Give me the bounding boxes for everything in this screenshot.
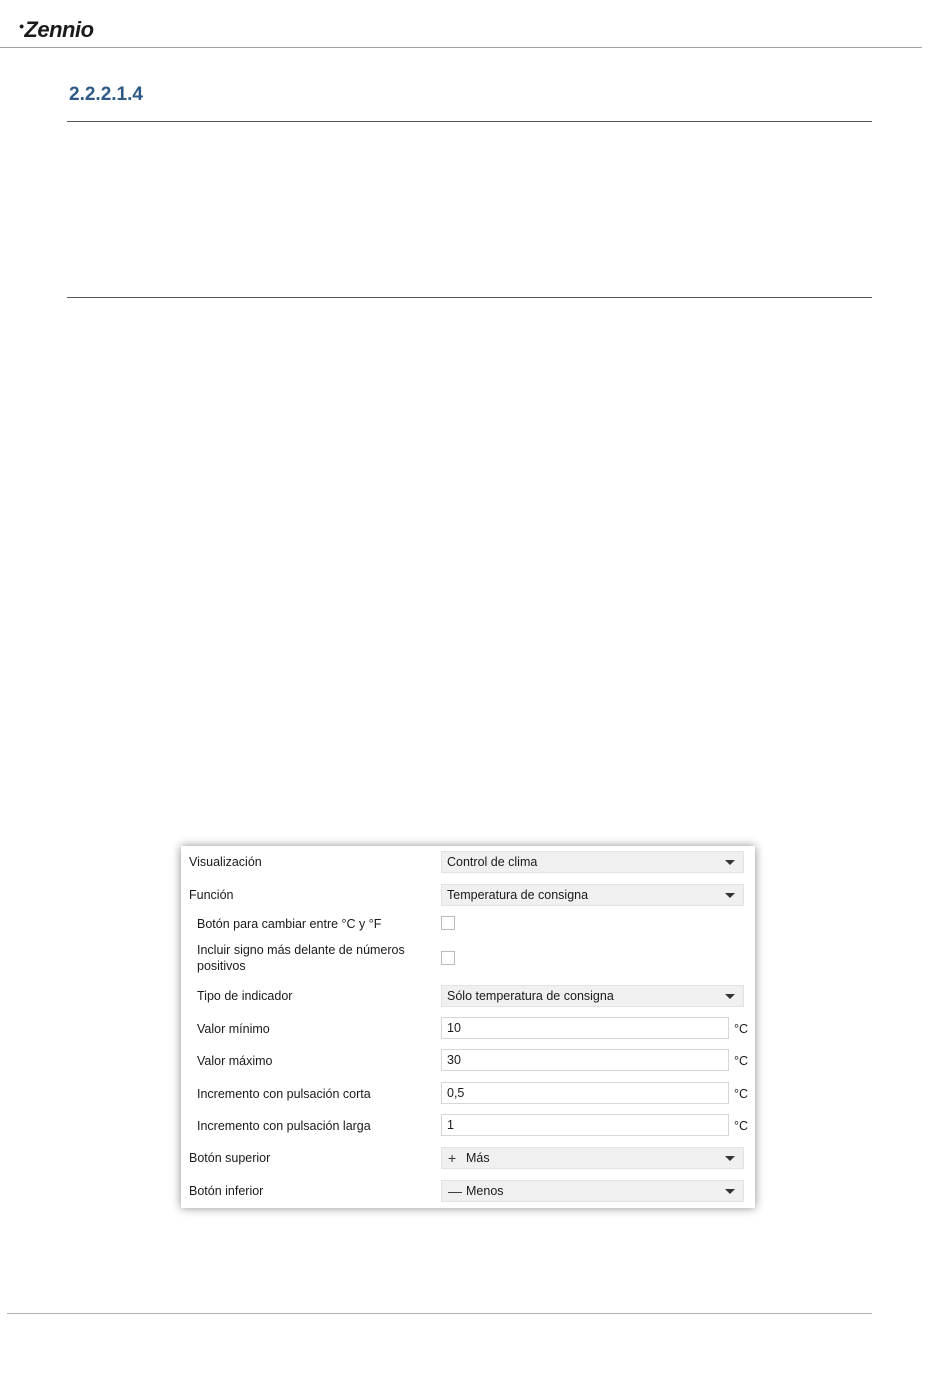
logo-text: Zennio [24,17,94,42]
footer-divider [7,1313,872,1314]
incremento-corta-unit: °C [734,1087,749,1101]
boton-cambiar-unidades-label: Botón para cambiar entre °C y °F [197,917,382,931]
logo-dot: • [19,18,24,34]
plus-icon: + [448,1150,457,1166]
boton-inferior-value: Menos [466,1184,504,1198]
valor-minimo-label: Valor mínimo [197,1022,270,1036]
tipo-indicador-dropdown[interactable] [441,985,744,1007]
boton-inferior-label: Botón inferior [189,1184,264,1198]
chevron-down-icon [725,1189,735,1194]
section-bottom-rule [67,297,872,298]
incluir-signo-mas-label: Incluir signo más delante de números positivos [197,943,405,973]
section-number: 2.2.2.1.4 [69,84,143,105]
valor-maximo-unit: °C [734,1054,749,1068]
header-divider [0,47,922,48]
valor-maximo-value: 30 [447,1053,461,1067]
minus-icon: — [448,1183,462,1199]
incremento-larga-input[interactable] [441,1114,729,1136]
zennio-logo [19,17,94,43]
visualizacion-dropdown[interactable] [441,851,744,873]
incremento-larga-label: Incremento con pulsación larga [197,1119,371,1133]
incluir-signo-mas-checkbox[interactable] [441,951,455,965]
tipo-indicador-value: Sólo temperatura de consigna [447,989,614,1003]
parameter-panel [181,846,755,1208]
incremento-larga-value: 1 [447,1118,454,1132]
incremento-corta-value: 0,5 [447,1086,465,1100]
incremento-corta-input[interactable] [441,1082,729,1104]
visualizacion-value: Control de clima [447,855,538,869]
boton-inferior-dropdown[interactable] [441,1180,744,1202]
valor-maximo-input[interactable] [441,1049,729,1071]
valor-minimo-value: 10 [447,1021,461,1035]
incremento-larga-unit: °C [734,1119,749,1133]
funcion-value: Temperatura de consigna [447,888,589,902]
valor-minimo-input[interactable] [441,1017,729,1039]
tipo-indicador-label: Tipo de indicador [197,989,293,1003]
section-top-rule [67,121,872,122]
chevron-down-icon [725,994,735,999]
valor-maximo-label: Valor máximo [197,1054,273,1068]
funcion-label: Función [189,888,234,902]
chevron-down-icon [725,893,735,898]
funcion-dropdown[interactable] [441,884,744,906]
valor-minimo-unit: °C [734,1022,749,1036]
boton-superior-dropdown[interactable] [441,1147,744,1169]
boton-cambiar-unidades-checkbox[interactable] [441,916,455,930]
chevron-down-icon [725,1156,735,1161]
boton-superior-value: Más [466,1151,490,1165]
chevron-down-icon [725,860,735,865]
boton-superior-label: Botón superior [189,1151,271,1165]
incremento-corta-label: Incremento con pulsación corta [197,1087,371,1101]
visualizacion-label: Visualización [189,855,262,869]
